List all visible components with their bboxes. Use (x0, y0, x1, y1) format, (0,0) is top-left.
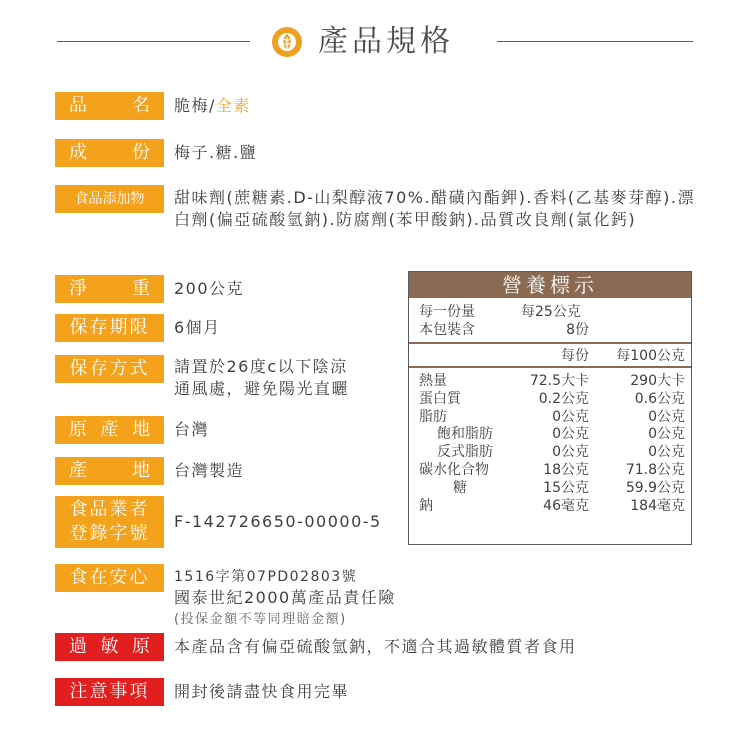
value-net-weight: 200公克 (174, 279, 245, 298)
label-shelf-life: 保存期限 (55, 314, 164, 342)
vegetarian-text: 全素 (215, 96, 251, 115)
servings-value: 8份 (566, 322, 589, 338)
label-char: 敏 (100, 636, 119, 657)
nutrient-per-serving: 0.2公克 (538, 390, 589, 407)
label-registration-line1: 食品業者 (69, 499, 150, 520)
label-char: 淨 (69, 278, 87, 299)
leaf-icon (272, 27, 302, 57)
nutrition-divider-top (409, 342, 691, 344)
value-food-safety-line2: 國泰世紀2000萬產品責任險 (174, 588, 396, 607)
label-registration-line2: 登錄字號 (69, 523, 150, 544)
nutrient-per-serving: 15公克 (543, 479, 589, 496)
label-registration (55, 496, 164, 548)
label-storage: 保存方式 (55, 355, 164, 383)
value-food-safety-line3: (投保金額不等同理賠金額) (174, 612, 347, 627)
nutrient-per-100g: 0.6公克 (634, 390, 685, 407)
value-shelf-life: 6個月 (174, 318, 221, 337)
nutrient-per-100g: 0公克 (648, 408, 685, 425)
nutrition-table (408, 271, 692, 545)
label-notice: 注意事項 (55, 678, 164, 706)
label-net-weight (55, 275, 164, 303)
nutrient-per-100g: 290大卡 (630, 373, 685, 389)
label-char: 原 (132, 636, 150, 657)
serving-size-value: 每25公克 (521, 304, 581, 320)
label-char: 產 (69, 460, 87, 481)
label-char: 地 (132, 419, 150, 440)
nutrient-per-serving: 72.5大卡 (529, 373, 589, 389)
value-notice: 開封後請盡快食用完畢 (174, 682, 350, 701)
label-additives: 食品添加物 (55, 185, 164, 213)
nutrient-per-serving: 0公克 (552, 444, 589, 461)
label-ingredients (55, 139, 164, 167)
label-char: 過 (69, 636, 87, 657)
value-food-safety-line1: 1516字第07PD02803號 (174, 569, 358, 585)
page-title: 產品規格 (318, 24, 454, 59)
nutrient-per-serving: 0公克 (552, 408, 589, 425)
value-allergen: 本產品含有偏亞硫酸氫鈉，不適合其過敏體質者食用 (174, 637, 577, 656)
value-producer: 台灣製造 (174, 461, 245, 480)
value-additives: 甜味劑(蔗糖素.D-山梨醇液70%.醋磺內酯鉀).香料(乙基麥芽醇).漂白劑(偏亞硫酸氫鈉).防腐劑(苯甲酸鈉).品質改良劑(氯化鈣) (174, 188, 695, 229)
nutrient-per-serving: 0公克 (552, 426, 589, 443)
value-ingredients: 梅子.糖.鹽 (174, 143, 258, 162)
value-origin: 台灣 (174, 420, 210, 439)
name-text: 脆梅/ (174, 96, 216, 115)
nutrient-per-100g: 0公克 (648, 426, 685, 443)
nutrient-per-serving: 18公克 (543, 462, 589, 478)
label-producer (55, 457, 164, 485)
label-char: 份 (132, 142, 150, 163)
nutrient-name: 碳水化合物 (419, 462, 489, 478)
label-allergen (55, 633, 164, 661)
nutrient-name: 反式脂肪 (437, 444, 493, 461)
label-origin (55, 416, 164, 444)
label-food-safety: 食在安心 (55, 564, 164, 592)
servings-label: 本包裝含 (419, 322, 475, 338)
nutrient-name: 蛋白質 (419, 390, 461, 407)
nutrient-per-100g: 184毫克 (630, 497, 685, 514)
label-char: 成 (69, 142, 87, 163)
header-rule-left (57, 41, 250, 42)
nutrient-per-100g: 0公克 (648, 444, 685, 461)
nutrition-title: 營養標示 (409, 272, 691, 298)
label-char: 產 (100, 419, 119, 440)
value-storage-line2: 通風處，避免陽光直曬 (174, 379, 350, 398)
nutrient-name: 熱量 (419, 373, 447, 389)
label-char: 品 (69, 95, 87, 116)
nutrient-per-100g: 71.8公克 (625, 462, 685, 478)
label-char: 地 (132, 460, 150, 481)
label-char: 重 (132, 278, 150, 299)
nutrient-name: 鈉 (419, 497, 433, 514)
nutrient-name: 飽和脂肪 (437, 426, 493, 443)
nutrient-per-serving: 46毫克 (543, 497, 589, 514)
nutrient-name: 脂肪 (419, 408, 447, 425)
col-per-100g: 每100公克 (616, 348, 685, 364)
header-rule-right (497, 41, 693, 42)
value-name (174, 95, 251, 117)
label-name (55, 92, 164, 120)
label-char: 名 (132, 95, 150, 116)
nutrient-name: 糖 (453, 479, 467, 496)
serving-size-label: 每一份量 (419, 304, 475, 320)
nutrition-divider-mid (409, 366, 691, 368)
value-storage-line1: 請置於26度c以下陰涼 (174, 357, 348, 376)
label-char: 原 (69, 419, 87, 440)
nutrient-per-100g: 59.9公克 (625, 479, 685, 496)
value-registration: F-142726650-00000-5 (174, 512, 382, 531)
col-per-serving: 每份 (561, 348, 589, 364)
